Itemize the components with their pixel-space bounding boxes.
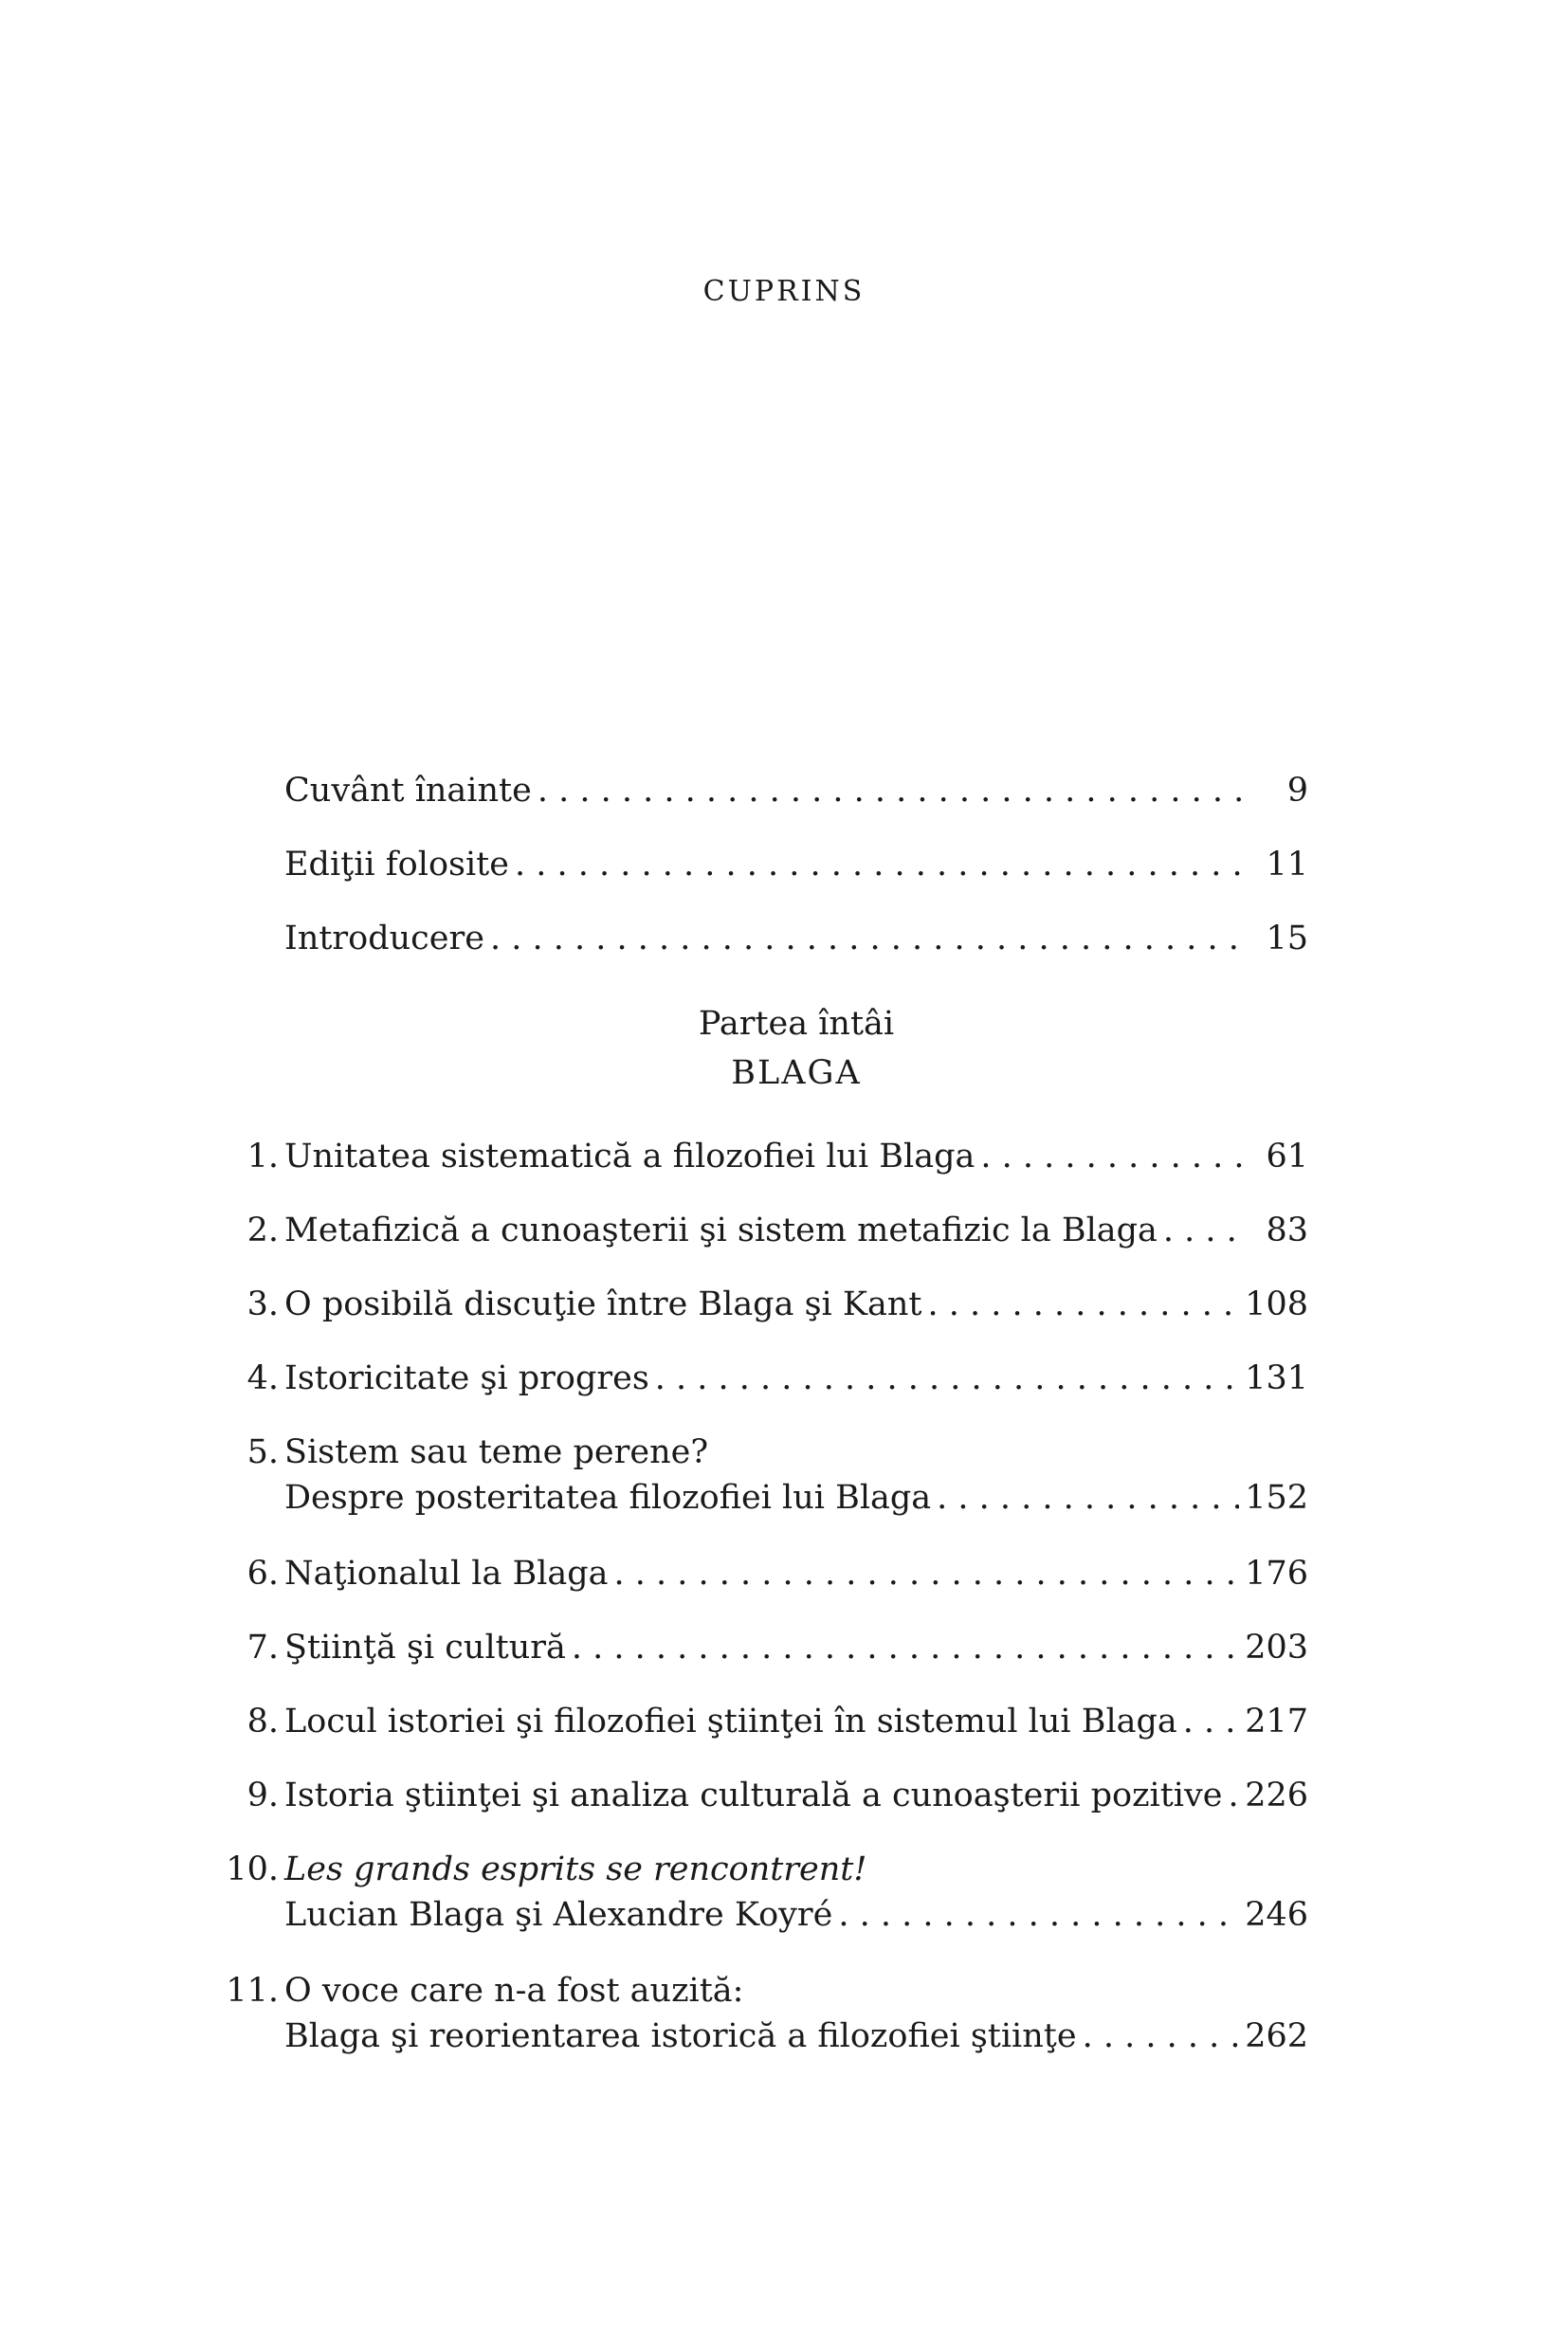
dot-leader	[490, 916, 1246, 961]
toc-entry-first-line: Les grands esprits se rencontrent!	[284, 1850, 867, 1888]
toc-page-number: 108	[1245, 1285, 1308, 1323]
toc-entry-editions[interactable]	[284, 842, 1308, 887]
chapter-number: 7.	[246, 1629, 279, 1667]
toc-entry-introduction[interactable]	[284, 916, 1308, 961]
toc-entry-text: Ediţii folosite	[284, 846, 509, 884]
toc-page-number: 11	[1266, 846, 1308, 884]
dot-leader	[928, 1282, 1240, 1327]
toc-entry-first-line: O voce care n-a fost auzită:	[284, 1972, 744, 2010]
toc-entry-foreword[interactable]	[284, 768, 1308, 813]
dot-leader	[655, 1356, 1239, 1401]
toc-entry-chapter-11[interactable]	[226, 1968, 1308, 2059]
dot-leader	[980, 1134, 1246, 1179]
dot-leader	[838, 1892, 1239, 1938]
toc-entry-text: Naţionalul la Blaga	[284, 1555, 609, 1593]
chapter-number: 6.	[246, 1555, 279, 1593]
toc-page-number: 226	[1245, 1777, 1308, 1814]
toc-entry-chapter-5[interactable]	[246, 1430, 1308, 1521]
toc-entry-text: Introducere	[284, 920, 484, 957]
toc-entry-text: Lucian Blaga şi Alexandre Koyré	[284, 1896, 833, 1934]
chapter-number: 4.	[246, 1359, 279, 1397]
toc-page-number: 217	[1245, 1703, 1308, 1740]
toc-page-number: 131	[1245, 1359, 1308, 1397]
toc-entry-chapter-7[interactable]	[246, 1625, 1308, 1670]
toc-entry-text: Unitatea sistematică a filozofiei lui Blaga	[284, 1138, 975, 1176]
toc-page-number: 246	[1245, 1896, 1308, 1934]
toc-entry-chapter-9[interactable]	[246, 1773, 1308, 1818]
toc-entry-text: Cuvânt înainte	[284, 772, 532, 810]
toc-entry-chapter-10[interactable]	[226, 1847, 1308, 1938]
toc-entry-chapter-8[interactable]	[246, 1699, 1308, 1744]
dot-leader	[538, 768, 1246, 813]
chapter-number: 8.	[246, 1703, 279, 1740]
dot-leader	[1163, 1208, 1246, 1253]
toc-page-number: 15	[1266, 920, 1308, 957]
dot-leader	[614, 1551, 1240, 1596]
toc-page-number: 9	[1286, 772, 1308, 810]
dot-leader	[572, 1625, 1239, 1670]
toc-entry-text: Blaga şi reorientarea istorică a filozofiei ştiinţe	[284, 2017, 1077, 2055]
toc-entry-text: Istoria ştiinţei şi analiza culturală a cunoaşterii pozitive	[284, 1777, 1223, 1814]
dot-leader	[1228, 1773, 1239, 1818]
chapter-number: 5.	[246, 1433, 279, 1471]
toc-entry-text: Ştiinţă şi cultură	[284, 1629, 566, 1667]
toc-entry-text: O posibilă discuţie între Blaga şi Kant	[284, 1285, 922, 1323]
toc-page-number: 176	[1245, 1555, 1308, 1593]
page-title: CUPRINS	[702, 275, 866, 308]
chapter-number: 11.	[226, 1972, 279, 2010]
part-label: Partea întâi	[698, 1005, 895, 1043]
toc-entry-text: Despre posteritatea filozofiei lui Blaga	[284, 1479, 932, 1517]
toc-entry-chapter-2[interactable]	[246, 1208, 1308, 1253]
dot-leader	[937, 1475, 1239, 1521]
toc-page-number: 61	[1266, 1138, 1308, 1176]
toc-entry-first-line: Sistem sau teme perene?	[284, 1433, 709, 1471]
chapter-number: 2.	[246, 1212, 279, 1249]
toc-entry-chapter-1[interactable]	[246, 1134, 1308, 1179]
chapter-number: 1.	[246, 1138, 279, 1176]
part-title: BLAGA	[731, 1054, 862, 1092]
chapter-number: 9.	[246, 1777, 279, 1814]
toc-entry-chapter-4[interactable]	[246, 1356, 1308, 1401]
toc-entry-text: Locul istoriei şi filozofiei ştiinţei în sistemul lui Blaga	[284, 1703, 1177, 1740]
toc-entry-text: Metafizică a cunoaşterii şi sistem metafizic la Blaga	[284, 1212, 1158, 1249]
toc-page-number: 262	[1245, 2017, 1308, 2055]
dot-leader	[1083, 2014, 1240, 2059]
toc-page-number: 152	[1245, 1479, 1308, 1517]
dot-leader	[1183, 1699, 1239, 1744]
toc-entry-text: Istoricitate şi progres	[284, 1359, 649, 1397]
toc-entry-chapter-6[interactable]	[246, 1551, 1308, 1596]
chapter-number: 3.	[246, 1285, 279, 1323]
toc-entry-chapter-3[interactable]	[246, 1282, 1308, 1327]
toc-page-number: 83	[1266, 1212, 1308, 1249]
chapter-number: 10.	[226, 1850, 279, 1888]
toc-page-number: 203	[1245, 1629, 1308, 1667]
dot-leader	[515, 842, 1246, 887]
